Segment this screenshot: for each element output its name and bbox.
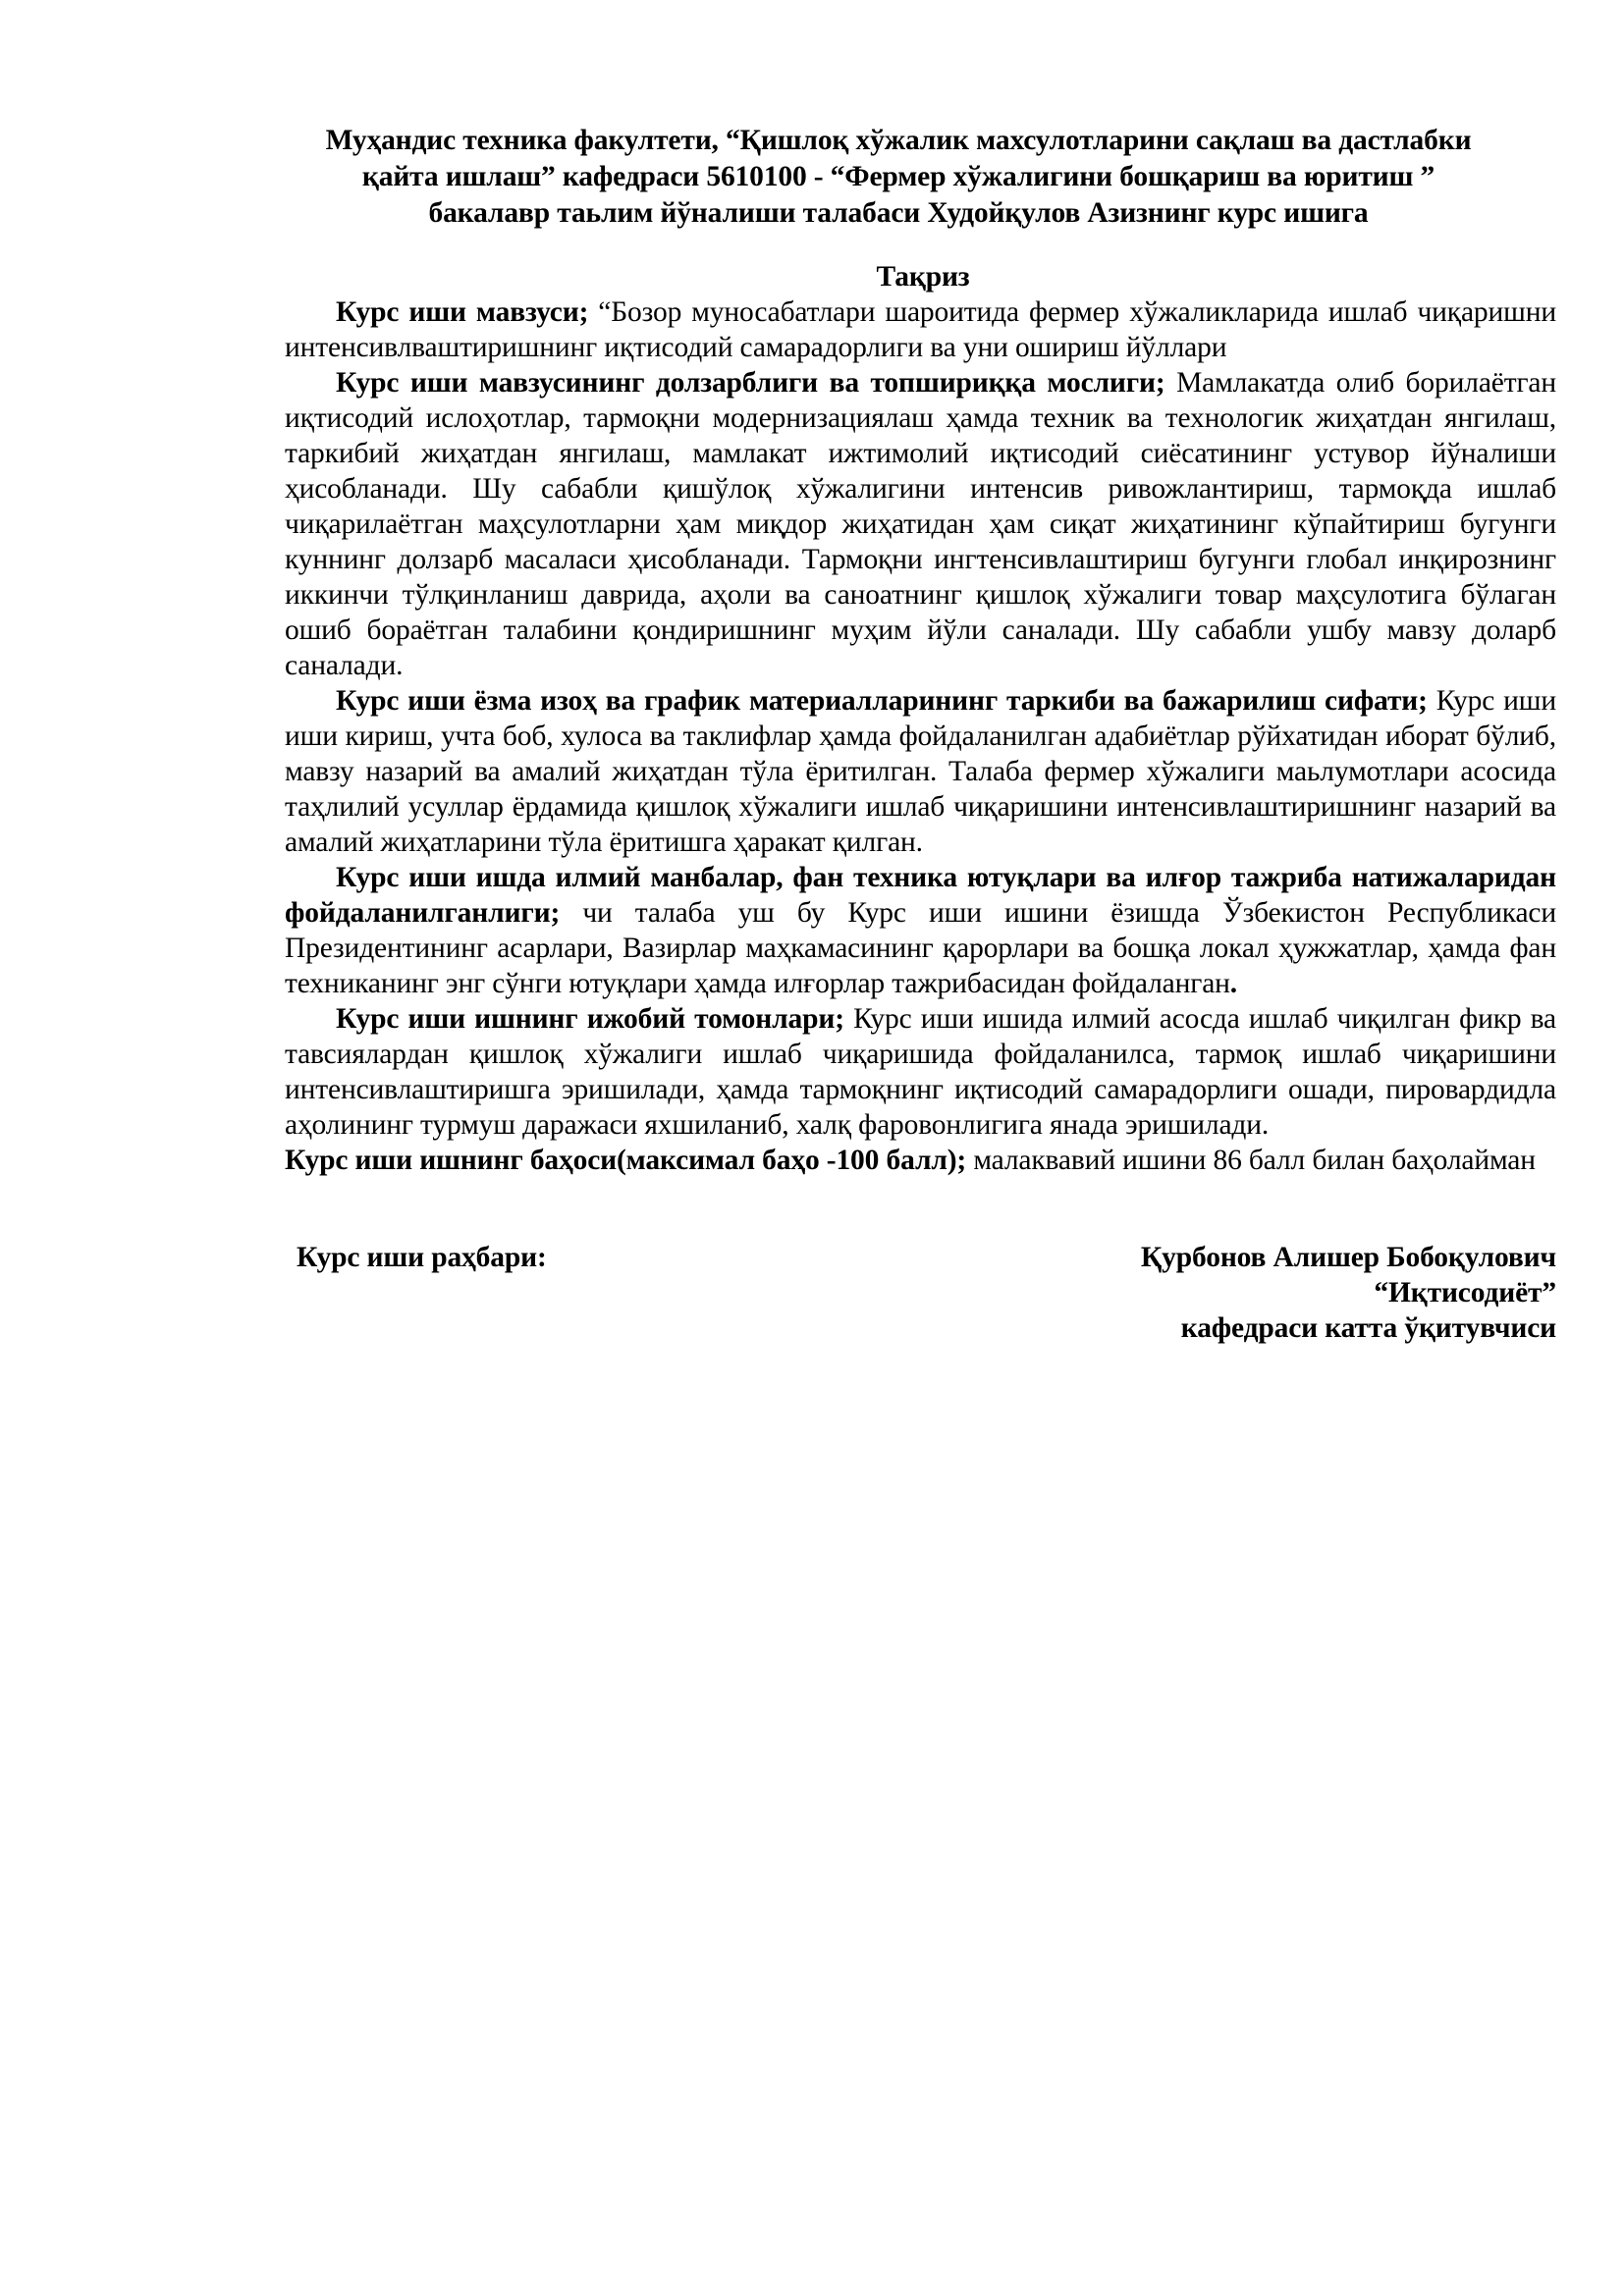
section-sources-used-tail: . [1229, 968, 1238, 999]
header-line-2: қайта ишлаш” кафедраси 5610100 - “Фермер хўжалигини бошқариш ва юритиш ” [361, 161, 1435, 192]
document-header [236, 123, 1561, 232]
supervisor-name: Қурбонов Алишер Бобоқулович [1140, 1242, 1556, 1273]
review-document [285, 123, 1561, 1358]
supervisor-details [1141, 1240, 1556, 1346]
section-topic-text: “Бозор муносабатлари шароитида фермер хўжаликларида ишлаб чиқаришни интенсивлваштиришнинг иқтисодий самарадорлиги ва уни ошириш йўллари [285, 296, 1556, 363]
section-relevance-text: Мамлакатда олиб борилаётган иқтисодий ислоҳотлар, тармоқни модернизациялаш ҳамда техник ва технологик жиҳатдан янгилаш, таркибий жиҳатдан янгилаш, мамлакат ижтимолий иқтисодий сиёсатининг устувор йўналиши ҳисобланади. Шу сабабли қишўлоқ хўжалигини интенсив ривожлантириш, тармоқда ишлаб чиқарилаётган маҳсулотларни ҳам миқдор жиҳатидан ҳам сиқат жиҳатининг кўпайтириш бугунги куннинг долзарб масаласи ҳисобланади. Тармоқни ингтенсивлаштириш бугунги глобал инқирознинг иккинчи тўлқинланиш даврида, аҳоли ва саноатнинг қишлоқ хўжалиги товар маҳсулотига бўлаган ошиб бораётган талабини қондиришнинг муҳим йўли саналади. Шу сабабли ушбу мавзу доларб саналади. [285, 367, 1556, 681]
section-materials-quality [285, 683, 1556, 860]
section-grade-label: Курс иши ишнинг баҳоси(максимал баҳо -100 балл); [285, 1145, 967, 1176]
section-grade-text: малаквавий ишини 86 балл билан баҳолайман [966, 1145, 1536, 1176]
header-line-1: Муҳандис техника факултети, “Қишлоқ хўжалик махсулотларини сақлаш ва дастлабки [325, 125, 1472, 156]
section-relevance-label: Курс иши мавзусининг долзарблиги ва топшириққа мослиги; [336, 367, 1165, 399]
supervisor-label: Курс иши раҳбари: [297, 1242, 547, 1273]
section-sources-used [285, 860, 1556, 1001]
section-materials-quality-label: Курс иши ёзма изоҳ ва график материалларининг таркиби ва бажарилиш сифати; [336, 685, 1428, 717]
section-sources-used-label: Курс иши ишда илмий манбалар, фан техника ютуқлари ва илғор тажриба натижаларидан фойдаланилганлиги; [285, 862, 1556, 929]
section-topic-label: Курс иши мавзуси; [336, 296, 589, 328]
section-relevance [285, 365, 1556, 683]
section-materials-quality-text: Курс иши иши кириш, учта боб, хулоса ва таклифлар ҳамда фойдаланилган адабиётлар рўйхатидан иборат бўлиб, мавзу назарий ва амалий жиҳатдан тўла ёритилган. Талаба фермер хўжалиги маьлумотлари асосида таҳлилий усуллар ёрдамида қишлоқ хўжалиги ишлаб чиқаришини интенсивлаштиришнинг назарий ва амалий жиҳатларини тўла ёритишга ҳаракат қилган. [285, 685, 1556, 858]
supervisor-position: кафедраси катта ўқитувчиси [1180, 1312, 1556, 1344]
section-sources-used-text: чи талаба уш бу Курс иши ишини ёзишда Ўзбекистон Республикаси Президентининг асарлари, Вазирлар маҳкамасининг қарорлари ва бошқа локал ҳужжатлар, ҳамда фан техниканинг энг сўнги ютуқлари ҳамда илғорлар тажрибасидан фойдаланган [285, 897, 1556, 999]
section-positive-aspects [285, 1001, 1556, 1143]
section-topic [285, 294, 1556, 365]
section-grade [285, 1143, 1556, 1178]
supervisor-department: “Иқтисодиёт” [1374, 1277, 1556, 1308]
section-positive-aspects-text: Курс иши ишида илмий асосда ишлаб чиқилган фикр ва тавсиялардан қишлоқ хўжалиги ишлаб чиқаришида фойдаланилса, тармоқ ишлаб чиқаришини интенсивлаштиришга эришилади, ҳамда тармоқнинг иқтисодий самарадорлиги ошади, пировардидла аҳолининг турмуш даражаси яхшиланиб, халқ фаровонлигига янада эришилади. [285, 1003, 1557, 1141]
header-line-3: бакалавр таьлим йўналиши талабаси Худойқулов Азизнинг курс ишига [428, 197, 1369, 229]
document-title: Тақриз [876, 261, 970, 293]
signature-block [285, 1240, 1556, 1358]
section-positive-aspects-label: Курс иши ишнинг ижобий томонлари; [336, 1003, 844, 1035]
